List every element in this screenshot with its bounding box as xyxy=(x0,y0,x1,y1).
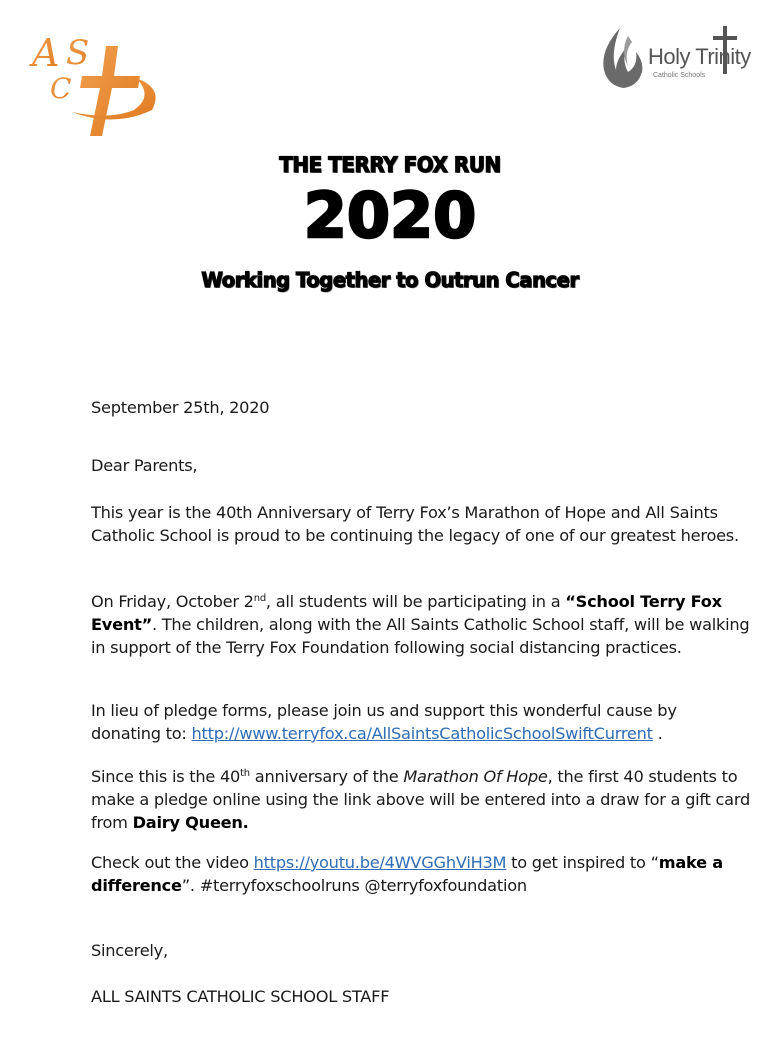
ordinal-suffix: nd xyxy=(253,593,266,604)
marathon-of-hope-italic: Marathon Of Hope xyxy=(403,767,548,786)
date-text: September 25th, 2020 xyxy=(91,398,270,417)
closing-text: Sincerely, xyxy=(91,941,168,960)
para3-pre: In lieu of pledge forms, please join us and support this wonderful cause by donating to: xyxy=(91,701,677,743)
event-tagline: Working Together to Outrun Cancer xyxy=(201,268,579,292)
salutation-text: Dear Parents, xyxy=(91,456,198,475)
holy-trinity-subtitle: Catholic Schools xyxy=(653,72,706,79)
donation-link[interactable]: http://www.terryfox.ca/AllSaintsCatholicSchoolSwiftCurrent xyxy=(191,724,653,743)
letter-closing xyxy=(91,939,751,962)
para4-post: , the first 40 students to make a pledge online using the link above will be entered into a draw for a gift card from xyxy=(91,767,750,832)
para2-pre: On Friday, October 2 xyxy=(91,592,254,611)
paragraph-event xyxy=(91,590,751,659)
para2-mid: , all students will be participating in a xyxy=(265,592,566,611)
para5-pre: Check out the video xyxy=(91,853,254,872)
event-year: 2020 xyxy=(303,179,477,252)
holy-trinity-logo xyxy=(598,22,758,92)
all-saints-logo xyxy=(14,18,159,140)
flame-icon xyxy=(598,22,648,92)
para3-post: . xyxy=(652,724,663,743)
para2-post: . The children, along with the All Saints Catholic School staff, will be walking in support of the Terry Fox Foundation following social distancing practices. xyxy=(91,615,750,657)
event-name-bold: “School Terry Fox Event” xyxy=(91,592,722,634)
para4-pre: Since this is the 40 xyxy=(91,767,241,786)
letter-signature xyxy=(91,985,751,1008)
paragraph-donation xyxy=(91,699,751,745)
dairy-queen-bold: Dairy Queen. xyxy=(132,813,249,832)
make-a-difference-bold: make a difference xyxy=(91,853,723,895)
asc-cross-logo-icon xyxy=(14,18,159,140)
para5-mid: to get inspired to “ xyxy=(506,853,659,872)
para5-post: ”. #terryfoxschoolruns @terryfoxfoundation xyxy=(181,876,527,895)
svg-text:S: S xyxy=(66,33,90,73)
svg-text:A: A xyxy=(32,31,60,75)
svg-text:C: C xyxy=(50,72,72,105)
paragraph-anniversary xyxy=(91,501,751,547)
signature-text: ALL SAINTS CATHOLIC SCHOOL STAFF xyxy=(91,987,390,1006)
ordinal-suffix: th xyxy=(240,768,250,779)
video-link[interactable]: https://youtu.be/4WVGGhViH3M xyxy=(253,853,507,872)
paragraph-draw xyxy=(91,765,751,834)
letter-salutation xyxy=(91,454,751,477)
event-title: THE TERRY FOX RUN xyxy=(279,153,501,177)
paragraph-video xyxy=(91,851,751,897)
letter-date xyxy=(91,396,751,419)
para4-mid: anniversary of the xyxy=(249,767,404,786)
holy-trinity-title: Holy Trinity xyxy=(648,44,751,69)
paragraph-1-text: This year is the 40th Anniversary of Terry Fox’s Marathon of Hope and All Saints Catholic School is proud to be continuing the legacy of one of our greatest heroes. xyxy=(91,503,739,545)
